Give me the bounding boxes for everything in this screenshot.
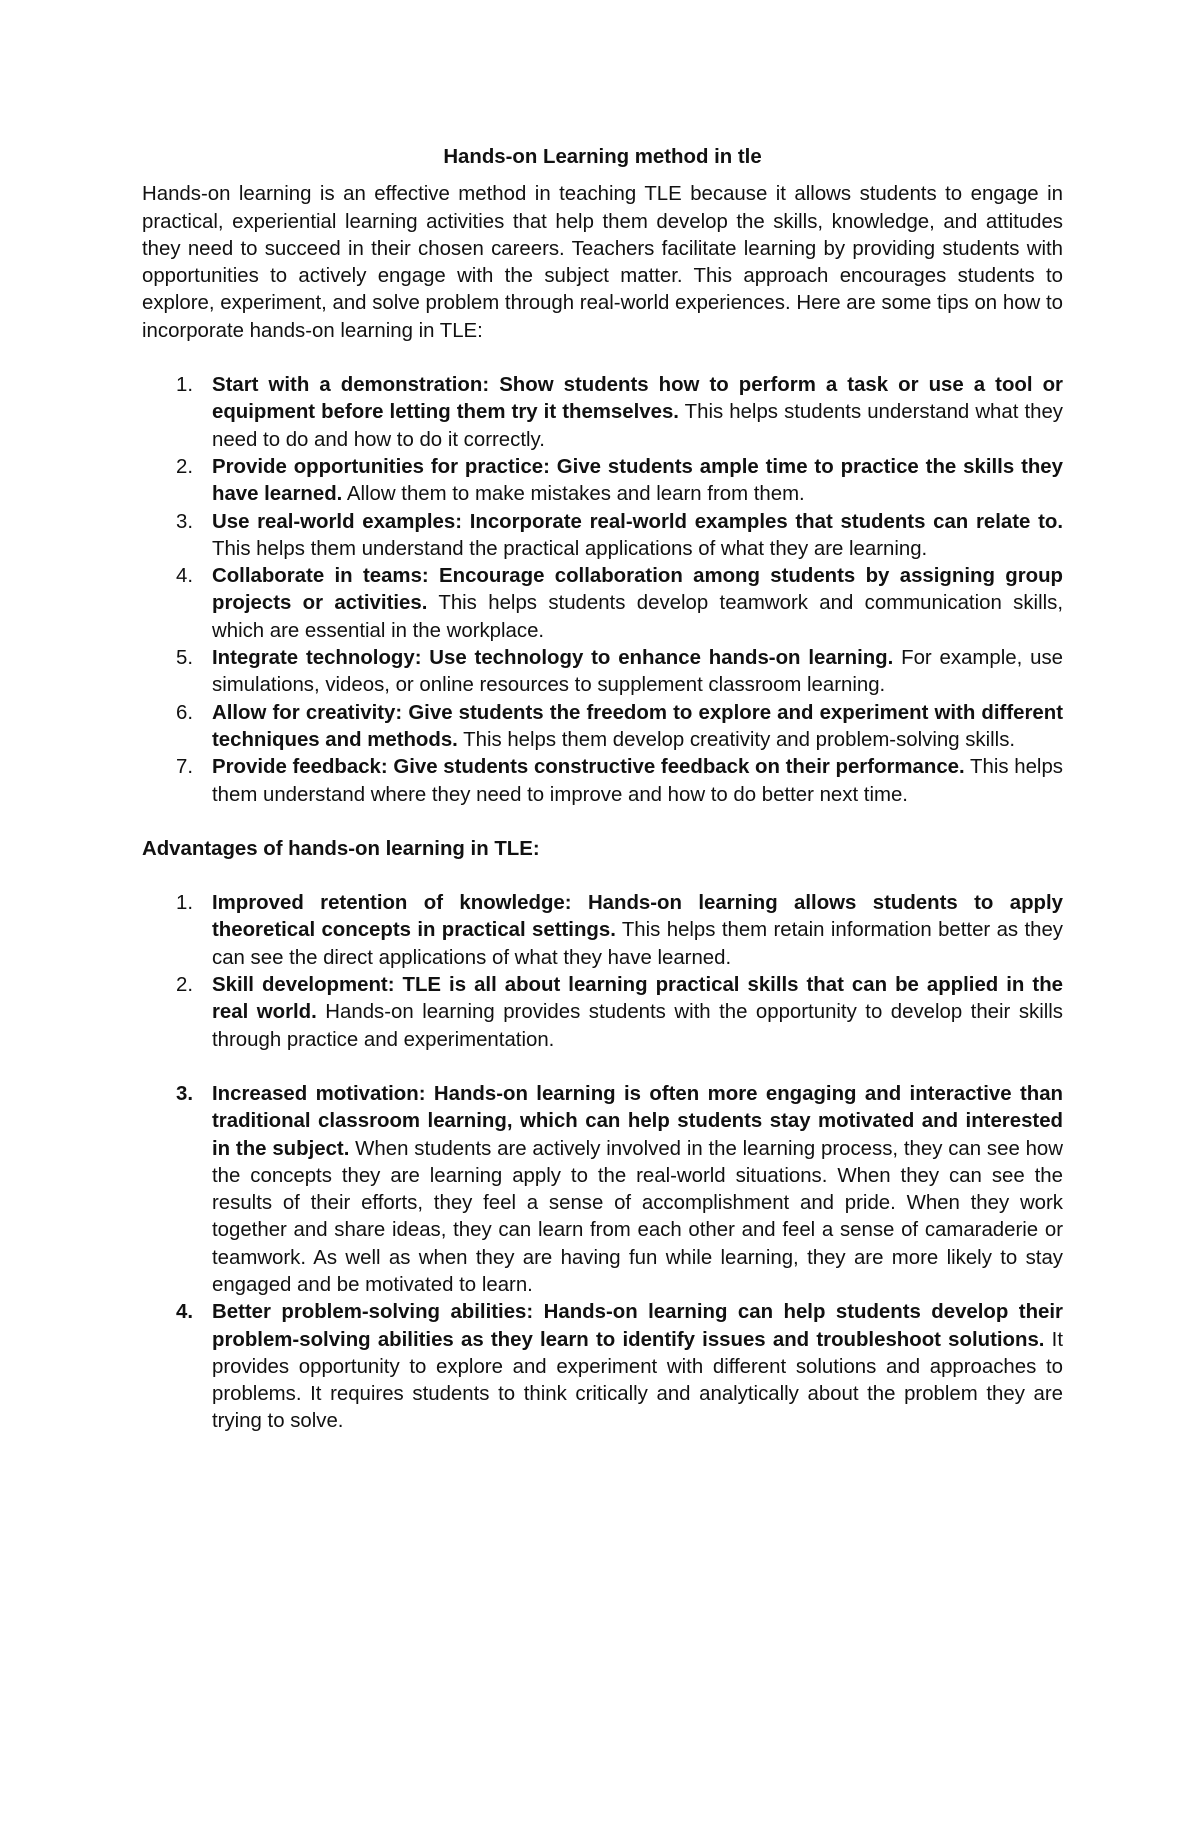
- advantages-list: [142, 890, 1063, 1054]
- list-number: 1.: [176, 374, 194, 397]
- list-number: 4.: [176, 1301, 194, 1324]
- list-item-lead: Allow for creativity: Give students the freedom to explore and experiment with different techniques and methods.: [212, 701, 1063, 751]
- list-item-lead: Provide feedback: Give students constructive feedback on their performance.: [212, 756, 965, 779]
- document-body: [142, 144, 1063, 1436]
- list-item: [142, 454, 1063, 509]
- list-number: 4.: [176, 565, 194, 588]
- list-item-lead: Better problem-solving abilities: Hands-on learning can help students develop their problem-solving abilities as they learn to identify issues and troubleshoot solutions.: [212, 1301, 1063, 1351]
- intro-paragraph: Hands-on learning is an effective method in teaching TLE because it allows students to engage in practical, experiential learning activities that help them develop the skills, knowledge, and attitudes they need to succeed in their chosen careers. Teachers facilitate learning by providing students with opportunities to actively engage with the subject matter. This approach encourages students to explore, experiment, and solve problem through real-world experiences. Here are some tips on how to incorporate hands-on learning in TLE:: [142, 183, 1063, 342]
- list-item-lead: Provide opportunities for practice: Give students ample time to practice the skills they have learned.: [212, 455, 1063, 506]
- list-item: [142, 509, 1063, 564]
- list-item-text: When students are actively involved in the learning process, they can see how the concepts they are learning apply to the real-world situations. When they can see the results of their efforts, they feel a sense of accomplishment and pride. When they work together and share ideas, they can learn from each other and feel a sense of camaraderie or teamwork. As well as when they are having fun while learning, they are more likely to stay engaged and be motivated to learn.: [212, 1137, 1063, 1296]
- list-item-text: This helps them develop creativity and problem-solving skills.: [457, 728, 1016, 751]
- list-item-lead: Improved retention of knowledge: Hands-on learning allows students to apply theoretical concepts in practical settings.: [212, 892, 1063, 942]
- list-item-text: This helps them retain information better as they can see the direct applications of what they have learned.: [212, 919, 1063, 969]
- list-item-text: This helps students understand what they need to do and how to do it correctly.: [212, 401, 1064, 451]
- list-item: [142, 700, 1063, 755]
- list-item-lead: Increased motivation: Hands-on learning is often more engaging and interactive than traditional classroom learning, which can help students stay motivated and interested in the subject.: [212, 1082, 1063, 1160]
- paragraph-gap: [142, 1054, 1063, 1081]
- list-item-lead: Collaborate in teams: Encourage collaboration among students by assigning group projects or activities.: [212, 565, 1063, 615]
- list-item: [142, 645, 1063, 700]
- list-item-text: For example, use simulations, videos, or online resources to supplement classroom learning.: [212, 647, 1063, 697]
- list-number: 7.: [176, 756, 194, 779]
- list-item-lead: Start with a demonstration: Show students how to perform a task or use a tool or equipment before letting them try it themselves.: [212, 374, 1063, 424]
- list-item: [142, 972, 1063, 1054]
- document-title: Hands-on Learning method in tle: [443, 146, 762, 168]
- list-item-text: It provides opportunity to explore and experiment with different solutions and approaches to problems. It requires students to think critically and analytically about the problem they are trying to solve.: [212, 1328, 1064, 1433]
- list-number: 3.: [176, 1082, 194, 1105]
- list-item-text: This helps them understand the practical applications of what they are learning.: [212, 537, 928, 560]
- list-item-text: Allow them to make mistakes and learn from them.: [342, 483, 805, 506]
- tips-list: [142, 372, 1063, 809]
- list-number: 2.: [176, 974, 194, 997]
- list-number: 2.: [176, 455, 194, 478]
- list-item: [142, 372, 1063, 454]
- list-item-lead: Use real-world examples: Incorporate real-world examples that students can relate to.: [212, 510, 1063, 533]
- advantages-heading: Advantages of hands-on learning in TLE:: [142, 837, 540, 860]
- list-number: 3.: [176, 510, 194, 533]
- list-item: [142, 563, 1063, 645]
- list-item: [142, 754, 1063, 809]
- list-item-text: Hands-on learning provides students with the opportunity to develop their skills through practice and experimentation.: [212, 1001, 1063, 1051]
- list-item: [142, 1299, 1063, 1435]
- list-item-text: This helps students develop teamwork and communication skills, which are essential in the workplace.: [212, 592, 1063, 642]
- advantages-list-continued: [142, 1081, 1063, 1436]
- list-item-lead: Skill development: TLE is all about learning practical skills that can be applied in the real world.: [212, 974, 1063, 1024]
- list-item-lead: Integrate technology: Use technology to enhance hands-on learning.: [212, 647, 894, 670]
- list-item: [142, 890, 1063, 972]
- list-item: [142, 1081, 1063, 1299]
- list-item-text: This helps them understand where they need to improve and how to do better next time.: [212, 756, 1063, 806]
- list-number: 5.: [176, 647, 194, 670]
- list-number: 1.: [176, 892, 194, 915]
- list-number: 6.: [176, 701, 194, 724]
